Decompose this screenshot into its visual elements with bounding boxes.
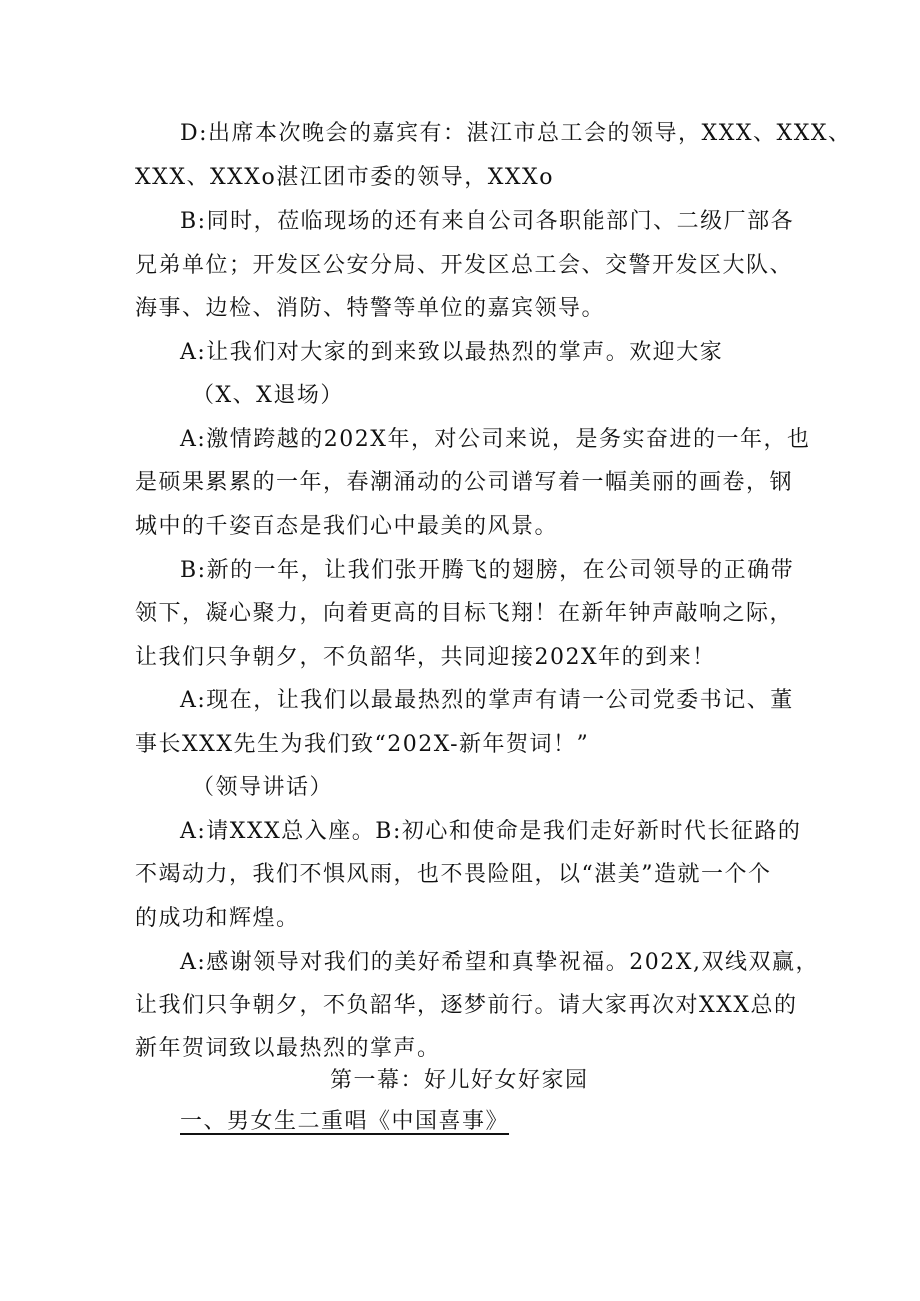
paragraph-line: A:请XXX总入座。B:初心和使命是我们走好新时代长征路的 [180, 819, 802, 844]
paragraph-line: 让我们只争朝夕，不负韶华，共同迎接202X年的到来！ [135, 645, 716, 670]
paragraph-line: D:出席本次晚会的嘉宾有：湛江市总工会的领导，XXX、XXX、 [180, 121, 852, 146]
program-item: 一、男女生二重唱《中国喜事》 [180, 1109, 510, 1134]
stage-direction: （X、X退场） [192, 383, 344, 408]
paragraph-line: 海事、边检、消防、特警等单位的嘉宾领导。 [135, 296, 606, 321]
paragraph-line: B:同时，莅临现场的还有来自公司各职能部门、二级厂部各 [180, 209, 795, 234]
paragraph-line: 事长XXX先生为我们致“202X-新年贺词！” [135, 732, 590, 757]
paragraph-line: 兄弟单位；开发区公安分局、开发区总工会、交警开发区大队、 [135, 253, 794, 278]
paragraph-line: A:让我们对大家的到来致以最热烈的掌声。欢迎大家 [180, 340, 724, 365]
paragraph-line: 是硕果累累的一年，春潮涌动的公司谱写着一幅美丽的画卷，钢 [135, 470, 794, 495]
paragraph-line: B:新的一年，让我们张开腾飞的翅膀，在公司领导的正确带 [180, 558, 795, 583]
paragraph-line: A:感谢领导对我们的美好希望和真挚祝福。202X,双线双赢， [180, 950, 819, 975]
stage-direction: （领导讲话） [192, 775, 334, 800]
section-heading: 第一幕：好儿好女好家园 [330, 1068, 589, 1093]
paragraph-line: 城中的千姿百态是我们心中最美的风景。 [135, 514, 559, 539]
paragraph-line: 的成功和辉煌。 [135, 906, 300, 931]
paragraph-line: A:现在，让我们以最最热烈的掌声有请一公司党委书记、董 [180, 688, 794, 713]
paragraph-line: 领下，凝心聚力，向着更高的目标飞翔！在新年钟声敲响之际， [135, 601, 794, 626]
paragraph-line: A:激情跨越的202X年，对公司来说，是务实奋进的一年，也 [180, 427, 811, 452]
paragraph-line: 让我们只争朝夕，不负韶华，逐梦前行。请大家再次对XXX总的 [135, 993, 798, 1018]
paragraph-line: XXX、XXXo湛江团市委的领导，XXXo [135, 165, 554, 190]
paragraph-line: 不竭动力，我们不惧风雨，也不畏险阻，以“湛美”造就一个个 [135, 862, 772, 887]
paragraph-line: 新年贺词致以最热烈的掌声。 [135, 1036, 441, 1061]
